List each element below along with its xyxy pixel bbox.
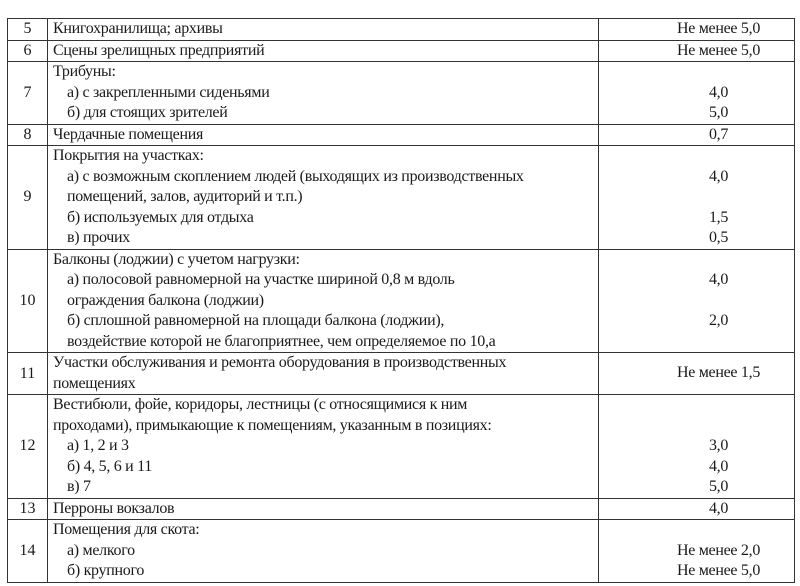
value-line: 2,0 [708, 312, 729, 329]
value-line: Не менее 1,5 [676, 364, 761, 382]
row-value [599, 395, 795, 499]
description-line: проходами), примыкающие к помещениям, указанным в позициях: [53, 416, 492, 434]
description-line: б) для стоящих зрителей [67, 104, 228, 121]
row-number: 13 [8, 498, 48, 520]
row-number: 5 [8, 19, 48, 41]
row-number: 6 [8, 40, 48, 62]
description-line: а) 1, 2 и 3 [67, 437, 129, 454]
description-line: в) прочих [67, 229, 130, 246]
description-line: Сцены зрелищных предприятий [53, 41, 265, 59]
value-line [599, 187, 794, 208]
row-number: 12 [8, 395, 48, 499]
value-line: Не менее 5,0 [676, 41, 761, 59]
value-line: 4,0 [708, 499, 729, 517]
row-description [48, 146, 599, 250]
value-line: Не менее 5,0 [676, 562, 761, 579]
row-value [599, 19, 795, 41]
row-number: 8 [8, 124, 48, 146]
table-row [8, 520, 795, 583]
description-line: в) 7 [67, 478, 91, 495]
description-line: б) сплошной равномерной на площади балкона (лоджии), [67, 312, 445, 329]
description-line: помещений, залов, аудиторий и т.п.) [67, 188, 303, 205]
description-line: Вестибюли, фойе, коридоры, лестницы (с относящимися к ним [53, 396, 468, 413]
value-line: 1,5 [708, 208, 729, 226]
value-line: 4,0 [708, 83, 729, 101]
row-description [48, 40, 599, 62]
row-value [599, 353, 795, 395]
row-description [48, 249, 599, 353]
value-line: 4,0 [708, 167, 729, 185]
row-number: 9 [8, 146, 48, 250]
row-value [599, 62, 795, 125]
description-line: б) используемых для отдыха [67, 208, 254, 226]
value-line: 4,0 [708, 271, 729, 288]
row-number: 7 [8, 62, 48, 125]
value-line: Не менее 5,0 [676, 20, 761, 37]
description-line: а) с закрепленными сиденьями [67, 83, 270, 101]
row-description [48, 19, 599, 41]
value-line [599, 146, 794, 167]
row-number: 10 [8, 249, 48, 353]
row-description [48, 124, 599, 146]
description-line: Участки обслуживания и ремонта оборудования в производственных [53, 354, 507, 371]
table-row [8, 62, 795, 125]
table-row [8, 19, 795, 41]
row-description [48, 353, 599, 395]
table-row [8, 249, 795, 353]
description-line: Трибуны: [53, 63, 116, 80]
table-row [8, 498, 795, 520]
value-line: Не менее 2,0 [676, 541, 761, 559]
value-line [599, 62, 794, 83]
table-row [8, 40, 795, 62]
description-line: б) крупного [67, 562, 145, 579]
table-body [8, 19, 795, 583]
description-line: воздействие которой не благоприятнее, чем определяемое по 10,а [67, 332, 496, 350]
value-line: 4,0 [708, 457, 729, 475]
description-line: Помещения для скота: [53, 521, 200, 538]
row-value [599, 124, 795, 146]
row-description [48, 520, 599, 583]
description-line: ограждения балкона (лоджии) [67, 291, 264, 309]
table-row [8, 146, 795, 250]
value-line [599, 520, 794, 541]
description-line: помещениях [53, 374, 136, 392]
description-line: Балконы (лоджии) с учетом нагрузки: [53, 250, 300, 268]
description-line: Чердачные помещения [53, 125, 204, 143]
description-line: Перроны вокзалов [53, 499, 175, 517]
value-line [599, 332, 794, 353]
value-line: 0,5 [708, 229, 729, 246]
value-line [599, 416, 794, 437]
value-line: 5,0 [708, 478, 729, 495]
value-line: 0,7 [708, 125, 729, 143]
row-description [48, 395, 599, 499]
table-row [8, 395, 795, 499]
description-line: а) с возможным скоплением людей (выходящих из производственных [67, 167, 524, 185]
row-value [599, 146, 795, 250]
row-value [599, 40, 795, 62]
load-norms-table [7, 18, 795, 583]
value-line [599, 250, 794, 271]
description-line: Книгохранилища; архивы [53, 20, 223, 37]
description-line: б) 4, 5, 6 и 11 [67, 457, 152, 475]
value-line: 5,0 [708, 104, 729, 121]
table-row [8, 124, 795, 146]
description-line: а) полосовой равномерной на участке шириной 0,8 м вдоль [67, 271, 455, 288]
description-line: а) мелкого [67, 541, 135, 559]
value-line [599, 395, 794, 416]
row-number: 11 [8, 353, 48, 395]
row-description [48, 498, 599, 520]
row-value [599, 520, 795, 583]
row-value [599, 498, 795, 520]
row-description [48, 62, 599, 125]
description-line: Покрытия на участках: [53, 147, 204, 164]
value-line [599, 291, 794, 312]
row-number: 14 [8, 520, 48, 583]
value-line: 3,0 [708, 437, 729, 454]
row-value [599, 249, 795, 353]
table-row [8, 353, 795, 395]
